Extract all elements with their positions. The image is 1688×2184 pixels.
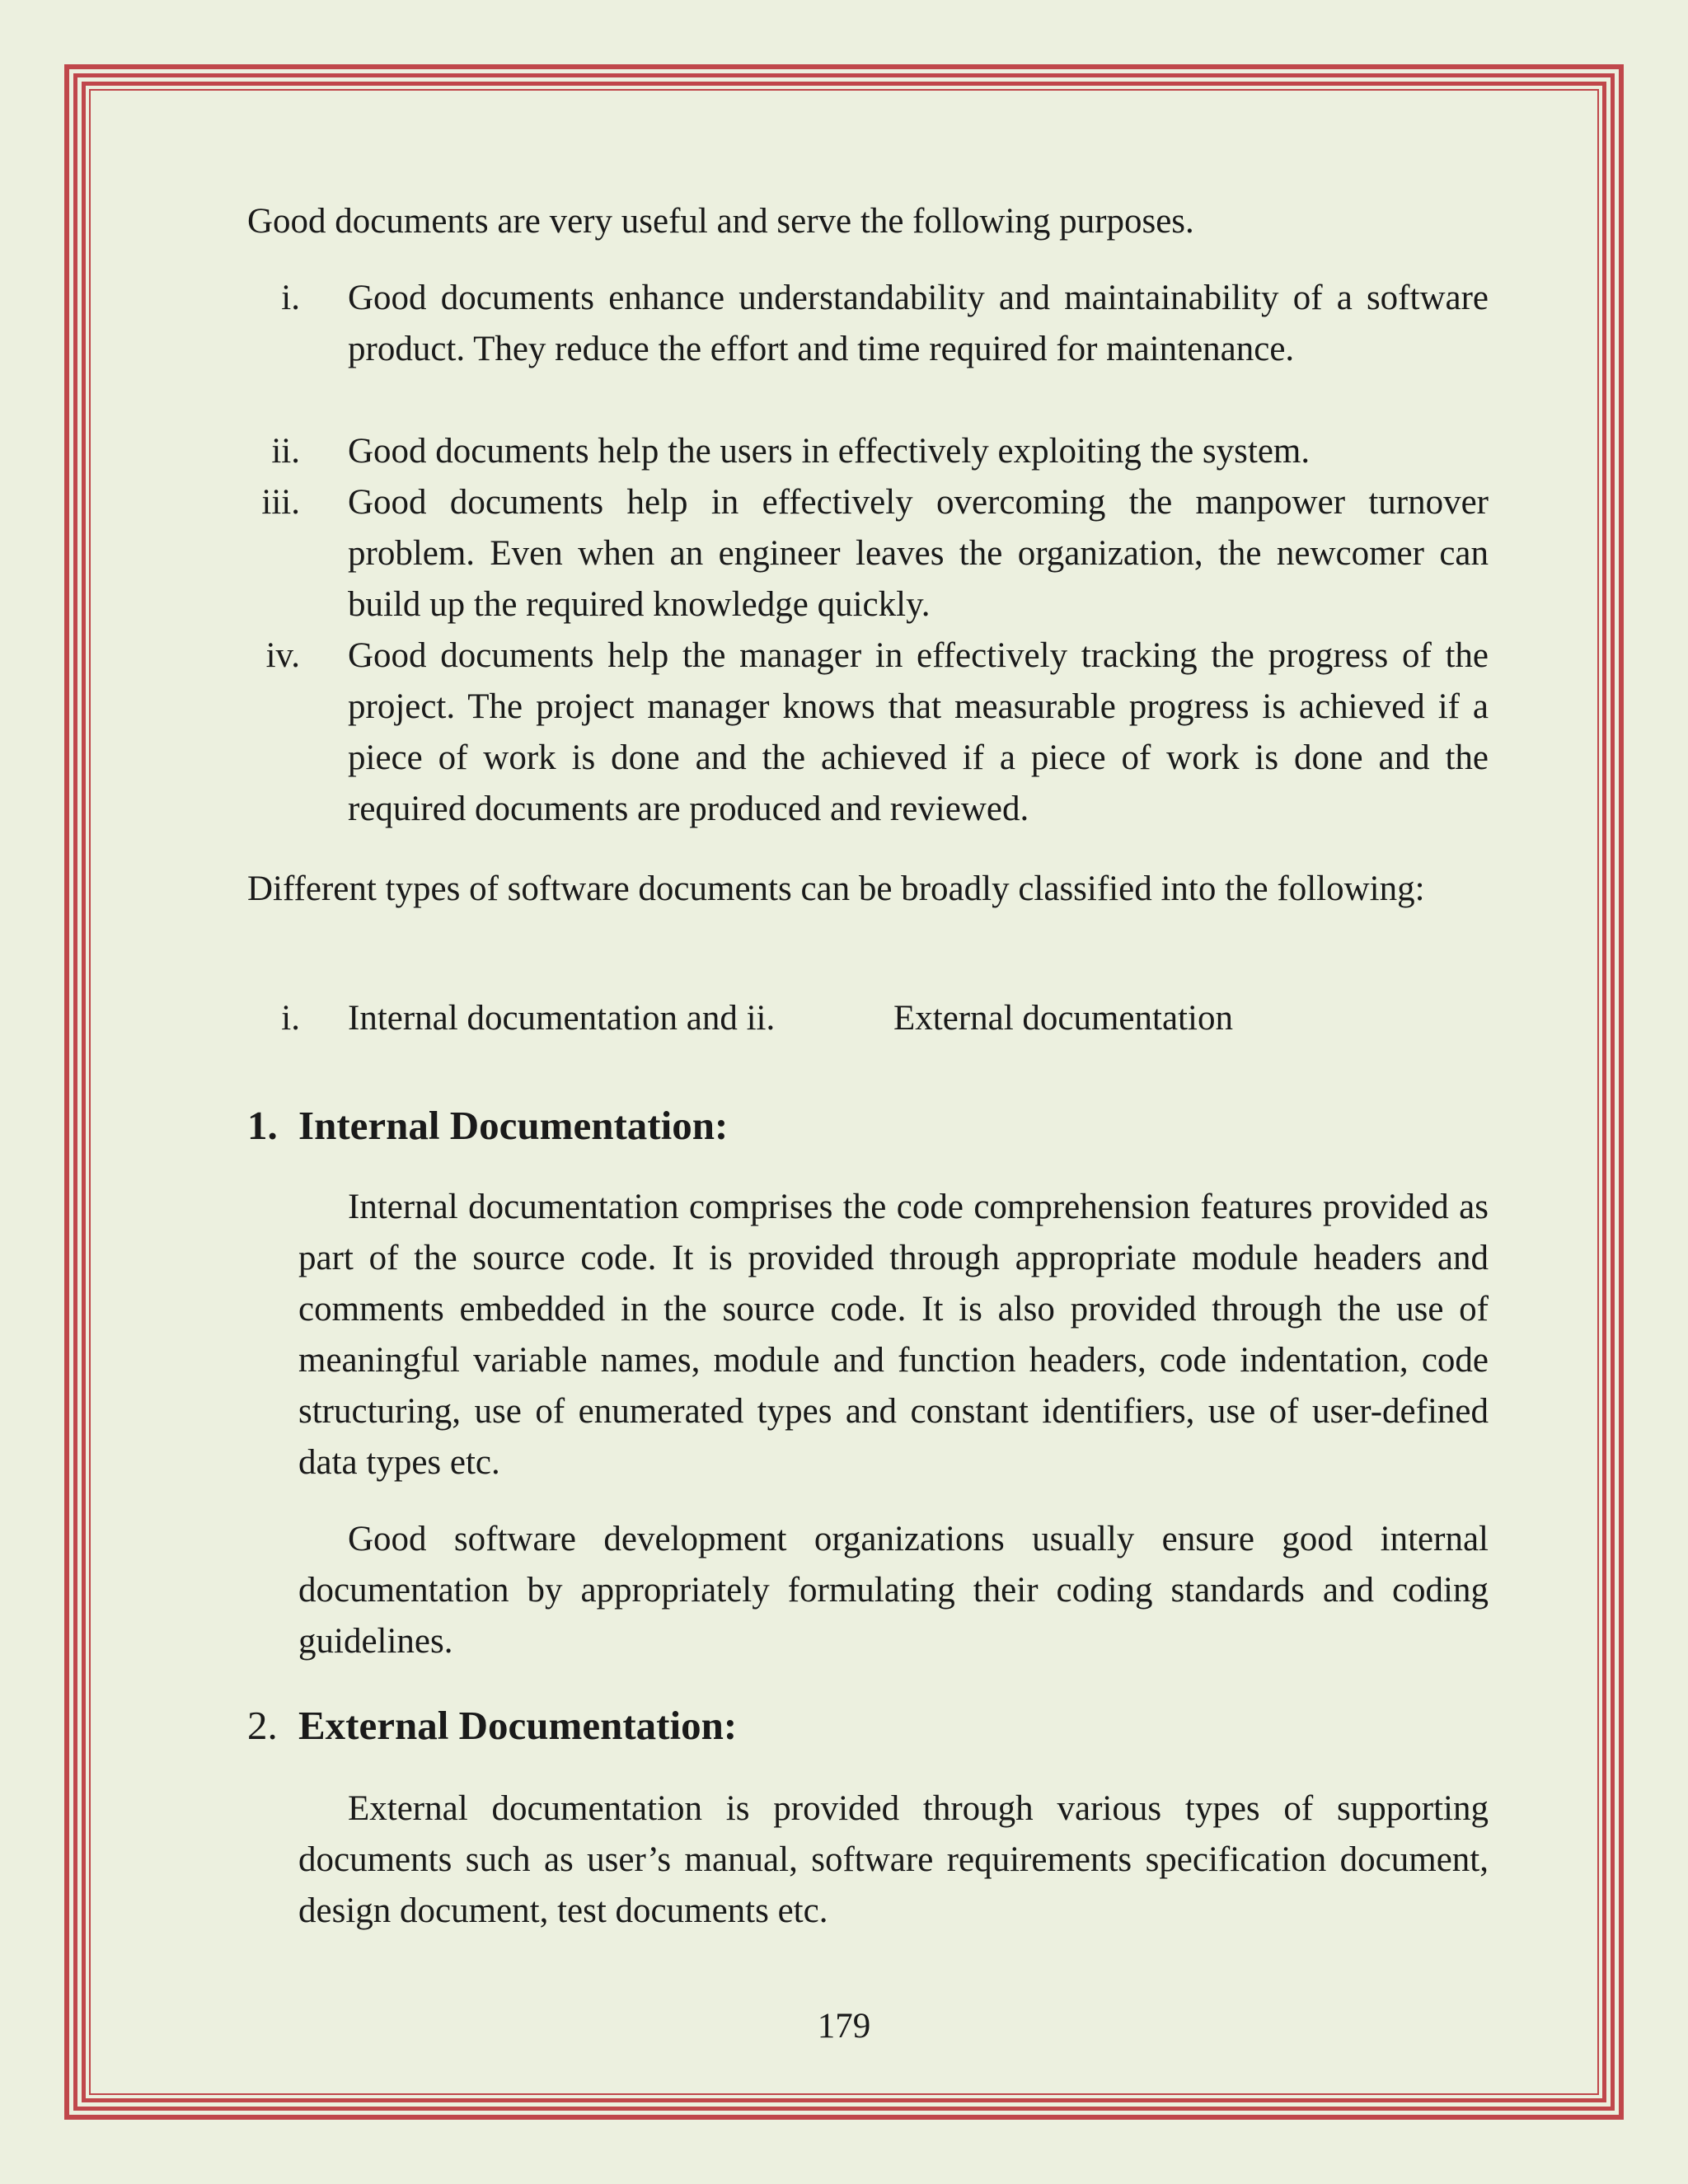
purpose-item-text: Good documents enhance understandability and maintainability of a software product. They reduce the effort and time required for maintenance. — [348, 279, 1489, 368]
section-number: 2. — [247, 1703, 278, 1748]
intro-paragraph: Good documents are very useful and serve the following purposes. — [247, 202, 1194, 241]
internal-paragraph-1: Internal documentation comprises the code comprehension features provided as part of the source code. It is provided through appropriate module headers and comments embedded in the source code. It is also provided through the use of meaningful variable names, module and function headers, code indentation, code structuring, use of enumerated types and constant identifiers, use of user-defined data types etc. — [298, 1188, 1489, 1482]
types-list-second: External documentation — [893, 999, 1233, 1038]
purpose-item-number: i. — [281, 279, 300, 317]
purpose-item-number: ii. — [271, 432, 300, 471]
types-list-number: i. — [281, 999, 300, 1038]
purpose-item-number: iv. — [265, 636, 300, 675]
page-number: 179 — [817, 2007, 871, 2046]
types-list-first: Internal documentation and ii. — [348, 999, 776, 1038]
purpose-item-number: iii. — [261, 483, 300, 522]
purpose-item-text: Good documents help the manager in effectively tracking the progress of the project. The project manager knows that measurable progress is achieved if a piece of work is done and the achieved if a piece of work is done and the required documents are produced and reviewed. — [348, 636, 1489, 828]
section-title: Internal Documentation: — [298, 1103, 729, 1148]
types-list — [247, 993, 1489, 1044]
purpose-item-text: Good documents help the users in effectively exploiting the system. — [348, 432, 1311, 471]
section-number: 1. — [247, 1103, 278, 1148]
section-title: External Documentation: — [298, 1703, 738, 1748]
types-intro-paragraph: Different types of software documents can be broadly classified into the following: — [247, 869, 1425, 908]
purpose-item-text: Good documents help in effectively overcoming the manpower turnover problem. Even when an engineer leaves the organization, the newcomer can build up the required knowledge quickly. — [348, 483, 1489, 624]
internal-paragraph-2: Good software development organizations usually ensure good internal documentation by appropriately formulating their coding standards and coding guidelines. — [298, 1520, 1489, 1661]
external-paragraph-1: External documentation is provided through various types of supporting documents such as user’s manual, software requirements specification document, design document, test documents etc. — [298, 1789, 1489, 1930]
